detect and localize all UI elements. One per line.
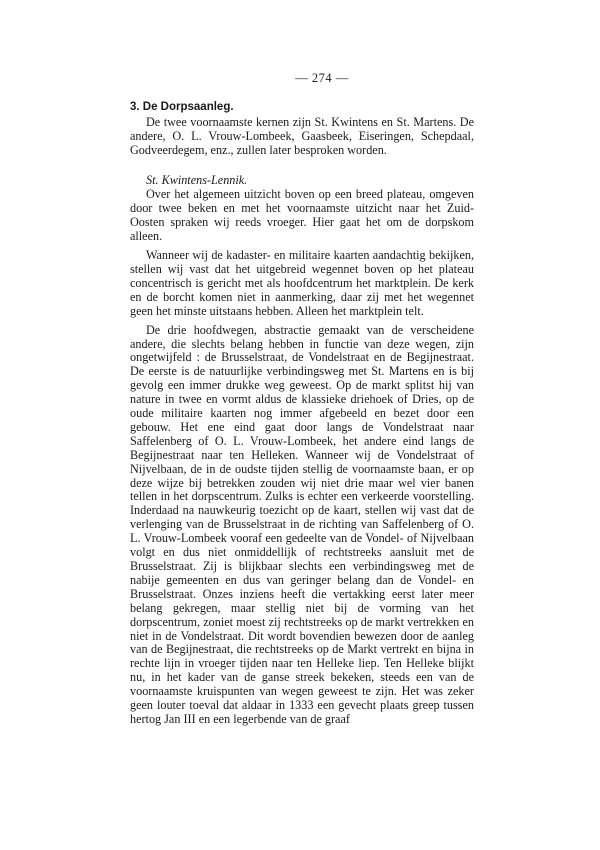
document-page bbox=[130, 72, 474, 727]
page-number: — 274 — bbox=[295, 71, 349, 85]
body-paragraph: De drie hoofdwegen, abstractie gemaakt van de verscheidene andere, die slechts belang hebben in functie van deze wegen, zijn ongetwijfeld : de Brusselstraat, de Vondelstraat en de Begijnestraat. De eerste is de natuurlijke verbindingsweg met St. Martens en is bij gevolg een immer drukke weg geweest. Op de markt splitst hij van nature in twee en vormt aldus de klassieke driehoek of Dries, op de oude militaire kaarten nog immer afgebeeld en bezet door een gebouw. Het ene eind gaat door langs de Vondelstraat naar Saffelenberg of O. L. Vrouw-Lombeek, het andere eind langs de Begijnestraat naar ten Helleken. Wanneer wij de Vondelstraat of Nijvelbaan, de in de oudste tijden stellig de voornaamste baan, er op deze wijze bij betrekken zouden wij niet drie maar wel vier banen tellen in het dorpscentrum. Zulks is echter een verkeerde voorstelling. Inderdaad na nauwkeurig toezicht op de kaart, stellen wij vast dat de verlenging van de Brusselstraat in de richting van Saffelenberg of O. L. Vrouw-Lombeek vooraf een gedeelte van de Vondel- of Nijvelbaan volgt en dus niet onmiddellijk of rechtstreeks aansluit met de Brusselstraat. Zij is blijkbaar slechts een verbindingsweg met de nabije gemeenten en dus van geringer belang dan de Vondel- en Brusselstraat. Onzes inziens heeft die vertakking eerst later meer belang gekregen, maar stellig niet bij de vorming van het dorpscentrum, zoniet moest zij rechtstreeks op de markt vertrekken en niet in de Vondelstraat. Dit wordt bovendien bewezen door de aanleg van de Begijnestraat, die rechtstreeks op de Markt vertrekt en bijna in rechte lijn in vroeger tijden naar ten Helleke liep. Ten Helleke blijkt nu, in het kader van de ganse streek bekeken, steeds een van de voornaamste kruispunten van wegen geweest te zijn. Het was zeker geen louter toeval dat aldaar in 1333 een gevecht plaats greep tussen hertog Jan III en een legerbende van de graaf bbox=[130, 322, 474, 726]
body-paragraph: Over het algemeen uitzicht boven op een breed plateau, omgeven door twee beken en met het voornaamste uitzicht naar het Zuid-Oosten spraken wij reeds vroeger. Hier gaat het om de dorpskom alleen. bbox=[130, 187, 474, 244]
sub-heading: St. Kwintens-Lennik. bbox=[146, 172, 248, 187]
body-paragraph: Wanneer wij de kadaster- en militaire kaarten aandachtig bekijken, stellen wij vast dat het uitgebreid wegennet boven op het plateau concentrisch is gericht met als hoofdcentrum het marktplein. De kerk en de borcht komen niet in aanmerking, daar zij met het wegennet geen het minste uitstaans hebben. Alleen het marktplein telt. bbox=[130, 248, 474, 318]
section-heading: 3. De Dorpsaanleg. bbox=[130, 100, 234, 113]
intro-paragraph: De twee voornaamste kernen zijn St. Kwintens en St. Martens. De andere, O. L. Vrouw-Lombeek, Gaasbeek, Eiseringen, Schepdaal, Godveerdegem, enz., zullen later besproken worden. bbox=[130, 114, 474, 157]
